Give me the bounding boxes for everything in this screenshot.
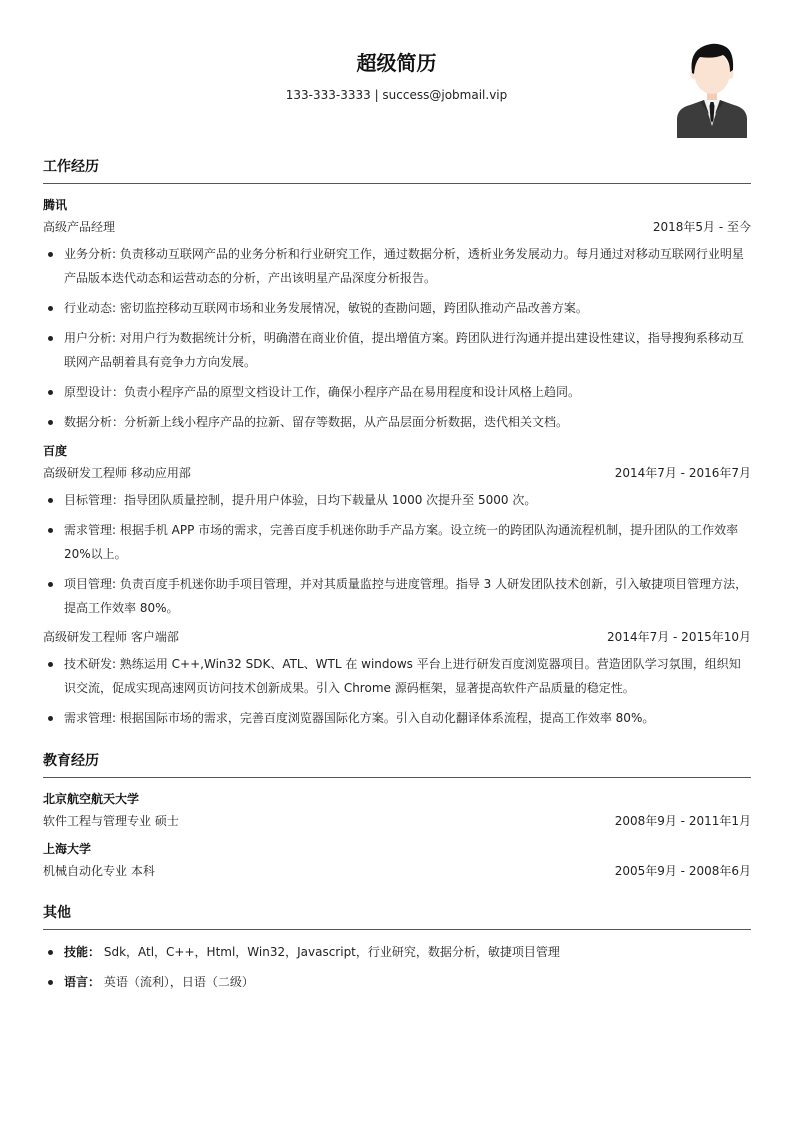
role-title: 高级研发工程师 客户端部 <box>43 630 179 644</box>
skills-label: 技能： <box>64 945 101 959</box>
degree: 软件工程与管理专业 硕士 <box>43 814 179 828</box>
languages-value: 英语（流利），日语（二级） <box>100 975 254 989</box>
list-item: 用户分析: 对用户行为数据统计分析，明确潜在商业价值，提出增值方案。跨团队进行沟通并提出建设性建议，指导搜狗系移动互联网产品朝着具有竞争力方向发展。 <box>43 326 751 374</box>
contact-info: 133-333-3333 | success@jobmail.vip <box>285 88 508 102</box>
education-row <box>43 860 751 882</box>
section-divider <box>43 777 751 778</box>
role-row <box>43 462 751 484</box>
section-divider <box>43 929 751 930</box>
section-title-education: 教育经历 <box>43 753 99 769</box>
list-item: 需求管理: 根据国际市场的需求，完善百度浏览器国际化方案。引入自动化翻译体系流程，提高工作效率 80%。 <box>43 706 751 730</box>
role-date: 2018年5月 - 至今 <box>652 220 751 234</box>
list-item: 行业动态: 密切监控移动互联网市场和业务发展情况，敏锐的查勘问题，跨团队推动产品改善方案。 <box>43 296 751 320</box>
list-item: 业务分析: 负责移动互联网产品的业务分析和行业研究工作，通过数据分析，透析业务发展动力。每月通过对移动互联网行业明星产品版本迭代动态和运营动态的分析，产出该明星产品深度分析报告。 <box>43 242 751 290</box>
other-list <box>43 940 751 994</box>
resume-name: 超级简历 <box>356 51 437 75</box>
role-date: 2014年7月 - 2016年7月 <box>614 466 751 480</box>
list-item: 目标管理：指导团队质量控制，提升用户体验，日均下载量从 1000 次提升至 5000 次。 <box>43 488 751 512</box>
list-item: 技术研发: 熟练运用 C++,Win32 SDK、ATL、WTL 在 windows 平台上进行研发百度浏览器项目。营造团队学习氛围，组织知识交流，促成实现高速网页访问技术创新成果。引入 Chrome 源码框架，显著提高软件产品质量的稳定性。 <box>43 652 751 700</box>
company-name: 腾讯 <box>43 198 68 212</box>
role-row <box>43 626 751 648</box>
role-bullets <box>43 242 751 434</box>
skills-value: Sdk，Atl，C++，Html，Win32，Javascript，行业研究，数据分析，敏捷项目管理 <box>100 945 560 959</box>
list-item: 数据分析：分析新上线小程序产品的拉新、留存等数据，从产品层面分析数据，迭代相关文档。 <box>43 410 751 434</box>
languages-label: 语言： <box>64 975 101 989</box>
role-date: 2014年7月 - 2015年10月 <box>607 630 751 644</box>
company-name: 百度 <box>43 444 68 458</box>
role-title: 高级产品经理 <box>43 220 116 234</box>
role-title: 高级研发工程师 移动应用部 <box>43 466 191 480</box>
resume-body <box>43 152 751 1000</box>
avatar-icon <box>676 40 748 138</box>
skills-item <box>43 940 751 964</box>
role-bullets <box>43 652 751 730</box>
section-title-work: 工作经历 <box>43 159 99 175</box>
education-date: 2005年9月 - 2008年6月 <box>614 864 751 878</box>
role-row <box>43 216 751 238</box>
list-item: 项目管理: 负责百度手机迷你助手项目管理，并对其质量监控与进度管理。指导 3 人研发团队技术创新，引入敏捷项目管理方法，提高工作效率 80%。 <box>43 572 751 620</box>
education-row <box>43 810 751 832</box>
section-divider <box>43 183 751 184</box>
education-date: 2008年9月 - 2011年1月 <box>614 814 751 828</box>
list-item: 需求管理: 根据手机 APP 市场的需求，完善百度手机迷你助手产品方案。设立统一的跨团队沟通流程机制，提升团队的工作效率 20%以上。 <box>43 518 751 566</box>
school-name: 北京航空航天大学 <box>43 792 140 806</box>
role-bullets <box>43 488 751 620</box>
degree: 机械自动化专业 本科 <box>43 864 155 878</box>
section-title-other: 其他 <box>43 905 71 921</box>
school-name: 上海大学 <box>43 842 92 856</box>
list-item: 原型设计：负责小程序产品的原型文档设计工作，确保小程序产品在易用程度和设计风格上趋同。 <box>43 380 751 404</box>
languages-item <box>43 970 751 994</box>
resume-header <box>0 0 793 150</box>
